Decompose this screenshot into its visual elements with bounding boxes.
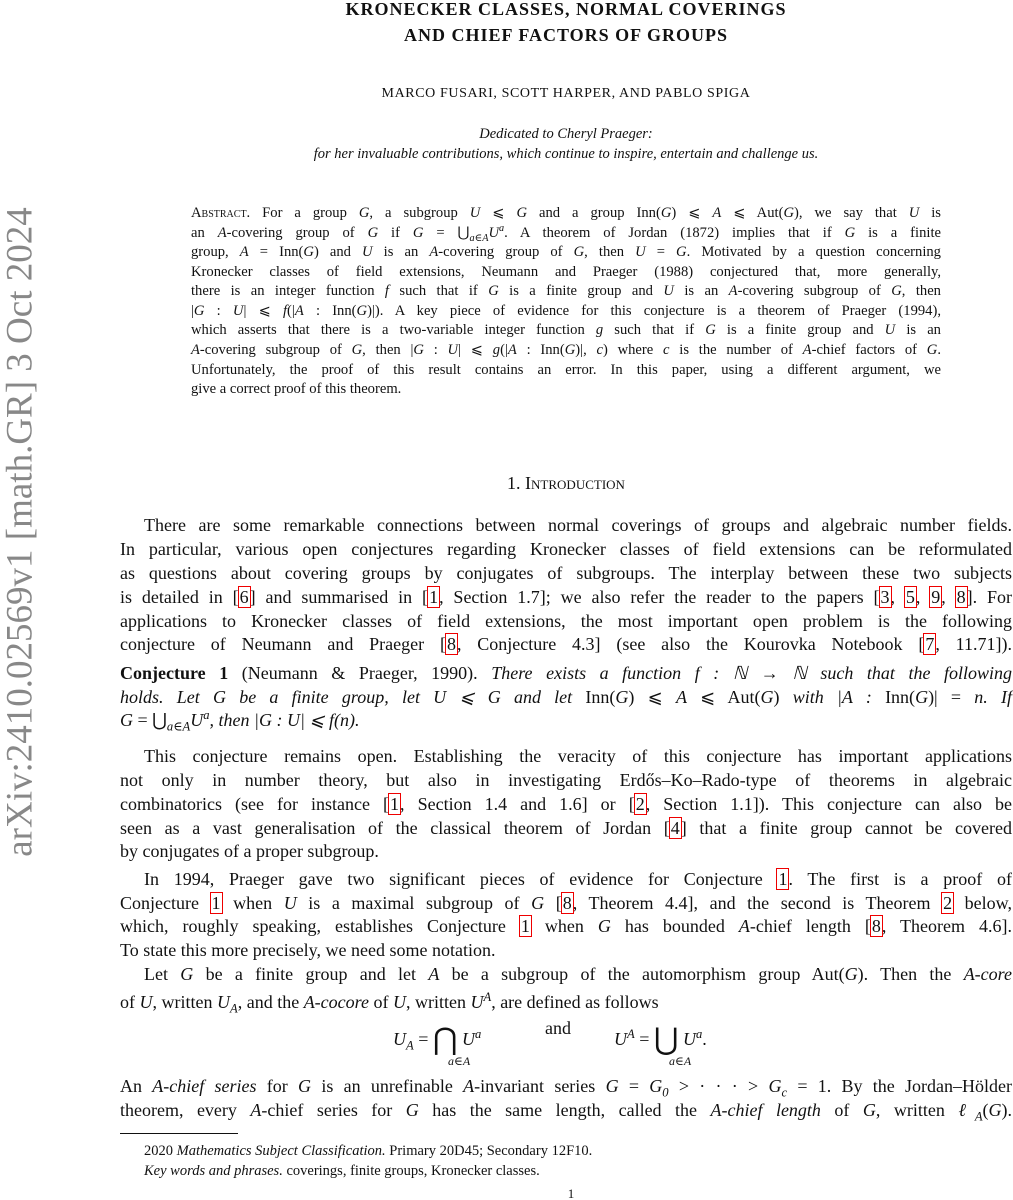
italic-text: U bbox=[217, 992, 230, 1012]
text: | bbox=[191, 303, 194, 319]
citation-link[interactable]: 1 bbox=[778, 869, 788, 889]
italic-text: ℓ bbox=[958, 1100, 975, 1120]
title-line: KRONECKER CLASSES, NORMAL COVERINGS bbox=[345, 0, 787, 19]
italic-text: U bbox=[635, 244, 646, 260]
text-line bbox=[120, 839, 1012, 863]
text: theorem, every bbox=[120, 1100, 251, 1120]
text: ]. For bbox=[966, 587, 1013, 607]
text: Primary 20D45; Secondary 12F10. bbox=[385, 1143, 593, 1159]
italic-text: c bbox=[596, 342, 603, 358]
citation-link[interactable]: 8 bbox=[562, 893, 572, 913]
italic-text: G bbox=[358, 205, 370, 221]
abstract-line bbox=[191, 360, 941, 380]
citation-link[interactable]: 2 bbox=[635, 794, 645, 814]
italic-text: U bbox=[470, 992, 484, 1012]
subscript: A bbox=[974, 1109, 983, 1124]
text: is a finite bbox=[855, 225, 941, 241]
text: has the same length, called the bbox=[418, 1100, 711, 1120]
abstract-line bbox=[191, 203, 941, 223]
text: group, bbox=[191, 244, 240, 260]
abstract-line bbox=[191, 320, 941, 340]
text: 2020 bbox=[144, 1143, 177, 1159]
text-line bbox=[120, 867, 1012, 891]
text: (| bbox=[287, 303, 295, 319]
text: ( bbox=[982, 1100, 989, 1120]
italic-text: U bbox=[283, 893, 297, 913]
italic-text: U bbox=[190, 710, 204, 730]
italic-text: U bbox=[362, 244, 373, 260]
citation-link[interactable]: 1 bbox=[211, 893, 221, 913]
italic-text: G bbox=[597, 916, 611, 936]
text: such that if bbox=[388, 283, 489, 299]
italic-text: G bbox=[367, 225, 379, 241]
subscript: c bbox=[781, 1085, 788, 1100]
text: , then | bbox=[362, 342, 414, 358]
italic-text: U bbox=[232, 303, 244, 319]
dedication bbox=[120, 124, 1012, 164]
text: is a finite group and bbox=[498, 283, 664, 299]
italic-text: G bbox=[413, 342, 424, 358]
union-symbol: ⋃ bbox=[653, 1023, 679, 1056]
text: : Inn( bbox=[303, 303, 357, 319]
text-line bbox=[120, 962, 1012, 986]
italic-text: G bbox=[844, 225, 856, 241]
italic-text: A bbox=[507, 342, 517, 358]
abstract-line bbox=[191, 223, 941, 243]
authors: MARCO FUSARI, SCOTT HARPER, AND PABLO SPIGA bbox=[381, 86, 751, 101]
text-line bbox=[120, 632, 1012, 656]
italic-text: A-cocore bbox=[303, 992, 369, 1012]
math-sub: A bbox=[406, 1038, 414, 1053]
text: when bbox=[530, 916, 598, 936]
subscript: A bbox=[230, 1001, 238, 1016]
italic-text: G bbox=[862, 1100, 876, 1120]
conjecture-line bbox=[120, 661, 1012, 685]
text: )|). A key piece of evidence for this conjecture is a theorem of Praeger (1994), bbox=[367, 303, 941, 319]
subscript: a∈A bbox=[469, 232, 489, 244]
text: > · · · > bbox=[668, 1076, 769, 1096]
text-line bbox=[120, 938, 1012, 962]
italic-text: G bbox=[915, 687, 929, 707]
text: Kronecker classes of field extensions, Neumann and Praeger (1988) conjectured that, more generally, bbox=[191, 264, 941, 280]
math-var: U bbox=[393, 1029, 406, 1049]
math-var: U bbox=[614, 1029, 627, 1049]
italic-text: A bbox=[675, 687, 687, 707]
section-title: Introduction bbox=[525, 473, 625, 493]
section-heading bbox=[120, 473, 1012, 494]
italic-text: G bbox=[120, 710, 133, 730]
text: = bbox=[618, 1076, 650, 1096]
italic-text: A bbox=[738, 916, 750, 936]
text: -covering group of bbox=[438, 244, 574, 260]
italic-text: G bbox=[705, 322, 716, 338]
text: ⩽ Aut( bbox=[686, 687, 761, 707]
text-line bbox=[120, 744, 1012, 768]
text: -chief series for bbox=[261, 1100, 406, 1120]
text: applications to Kronecker classes of field extensions, the most important open problem is the following bbox=[120, 611, 1012, 631]
italic-text: Key words and phrases. bbox=[144, 1163, 283, 1179]
italic-text: G bbox=[564, 342, 576, 358]
italic-text: G bbox=[573, 244, 585, 260]
text: ), we say that bbox=[793, 205, 909, 221]
text-line bbox=[120, 1098, 1012, 1122]
italic-text: A bbox=[239, 244, 249, 260]
text: | ⩽ bbox=[458, 342, 493, 358]
superscript: A bbox=[483, 990, 492, 1004]
italic-text: G bbox=[412, 225, 424, 241]
italic-text: U bbox=[488, 225, 499, 241]
text: is an bbox=[372, 244, 430, 260]
text: is a finite group and bbox=[715, 322, 885, 338]
text: is an bbox=[895, 322, 941, 338]
text: by conjugates of a proper subgroup. bbox=[120, 841, 379, 861]
text: -chief factors of bbox=[811, 342, 927, 358]
text: for bbox=[256, 1076, 299, 1096]
conjecture-line bbox=[120, 708, 1012, 732]
abstract-label: Abstract. bbox=[191, 205, 251, 221]
text-line bbox=[120, 891, 1012, 915]
math-sup: a bbox=[474, 1027, 482, 1041]
text: of bbox=[120, 992, 140, 1012]
intersection-symbol: ⋂ bbox=[432, 1023, 458, 1056]
italic-text: There exists a function f : ℕ → ℕ such that the following bbox=[491, 663, 1012, 683]
subscript: a∈A bbox=[166, 719, 191, 734]
italic-text: U bbox=[663, 283, 674, 299]
text: : bbox=[423, 342, 448, 358]
italic-text: G bbox=[676, 244, 687, 260]
and-word: and bbox=[545, 1018, 571, 1038]
citation-link[interactable]: 8 bbox=[446, 634, 456, 654]
abstract-line bbox=[191, 301, 941, 321]
italic-text: A bbox=[250, 1100, 262, 1120]
citation-link[interactable]: 5 bbox=[905, 587, 915, 607]
italic-text: A bbox=[294, 303, 304, 319]
abstract-line bbox=[191, 281, 941, 301]
italic-text: c bbox=[663, 342, 670, 358]
math-sup: A bbox=[627, 1027, 635, 1041]
text: Inn( bbox=[885, 687, 916, 707]
text: , written bbox=[875, 1100, 959, 1120]
italic-text: G bbox=[988, 1100, 1002, 1120]
text: , Section 1.7]; we also refer the reader to the papers [ bbox=[439, 587, 880, 607]
text-line bbox=[120, 537, 1012, 561]
text: = ⋃ bbox=[133, 710, 167, 730]
italic-text: G bbox=[783, 205, 794, 221]
italic-text: A bbox=[802, 342, 812, 358]
text: ) and bbox=[313, 244, 363, 260]
text: , bbox=[941, 587, 956, 607]
text: ) ⩽ bbox=[628, 687, 676, 707]
italic-text: G bbox=[649, 1076, 663, 1096]
italic-text: U bbox=[139, 992, 153, 1012]
superscript: a bbox=[203, 708, 210, 722]
text: -covering group of bbox=[226, 225, 368, 241]
text: seen as a vast generalisation of the classical theorem of Jordan [ bbox=[120, 818, 670, 838]
text: if bbox=[378, 225, 413, 241]
text: is detailed in [ bbox=[120, 587, 239, 607]
text: | ⩽ bbox=[243, 303, 283, 319]
text: give a correct proof of this theorem. bbox=[191, 381, 402, 397]
text: , written bbox=[152, 992, 217, 1012]
text-line bbox=[120, 990, 1012, 1014]
italic-text: , then |G : U| ⩽ f(n). bbox=[209, 710, 360, 730]
italic-text: G bbox=[605, 1076, 619, 1096]
abstract-line bbox=[191, 262, 941, 282]
text-line bbox=[120, 561, 1012, 585]
text: such that if bbox=[603, 322, 706, 338]
text: -chief length [ bbox=[749, 916, 871, 936]
text: Conjecture bbox=[120, 893, 211, 913]
text: is an unrefinable bbox=[311, 1076, 464, 1096]
text: is the number of bbox=[669, 342, 803, 358]
text: = 1. By the Jordan–Hölder bbox=[787, 1076, 1013, 1096]
italic-text: A bbox=[429, 244, 439, 260]
index-set: a∈A bbox=[448, 1054, 471, 1068]
text: of bbox=[820, 1100, 863, 1120]
italic-text: A-chief series bbox=[152, 1076, 257, 1096]
text: ] and summarised in [ bbox=[249, 587, 429, 607]
text: ). Then the bbox=[857, 964, 964, 984]
abstract-line bbox=[191, 379, 941, 399]
citation-link[interactable]: 3 bbox=[880, 587, 890, 607]
italic-text: U bbox=[392, 992, 406, 1012]
text: has bounded bbox=[610, 916, 739, 936]
period: . bbox=[702, 1029, 707, 1049]
math-sup: a bbox=[695, 1027, 703, 1041]
text: Unfortunately, the proof of this result contains an error. In this paper, using a different argument, we bbox=[191, 362, 941, 378]
text: . Motivated by a question concerning bbox=[686, 244, 941, 260]
text: There are some remarkable connections between normal coverings of groups and algebraic number fields. bbox=[144, 515, 1012, 535]
italic-text: G bbox=[926, 342, 938, 358]
text: -covering subgroup of bbox=[199, 342, 352, 358]
text-line bbox=[120, 609, 1012, 633]
italic-text: G bbox=[660, 205, 672, 221]
italic-text: G bbox=[760, 687, 774, 707]
text: , bbox=[915, 587, 931, 607]
citation-link[interactable]: 7 bbox=[925, 634, 935, 654]
citation-link[interactable]: 4 bbox=[670, 818, 680, 838]
italic-text: Mathematics Subject Classification. bbox=[176, 1143, 386, 1159]
text: = bbox=[645, 244, 677, 260]
math-var: U bbox=[682, 1029, 696, 1049]
citation-link[interactable]: 1 bbox=[429, 587, 439, 607]
text: as questions about covering groups by conjugates of subgroups. The interplay between these two subjects bbox=[120, 563, 1012, 583]
text: is an bbox=[673, 283, 729, 299]
text: In particular, various open conjectures regarding Kronecker classes of field extensions can be reformulated bbox=[120, 539, 1012, 559]
italic-text: G bbox=[516, 205, 528, 221]
text: ). bbox=[1001, 1100, 1013, 1120]
text: of bbox=[368, 992, 393, 1012]
text: In 1994, Praeger gave two significant pieces of evidence for Conjecture bbox=[144, 869, 778, 889]
text: This conjecture remains open. Establishing the veracity of this conjecture has important applications bbox=[144, 746, 1012, 766]
abstract-line bbox=[191, 242, 941, 262]
citation-link[interactable]: 6 bbox=[239, 587, 249, 607]
italic-text: G bbox=[488, 283, 499, 299]
footnote bbox=[144, 1141, 592, 1161]
dedication-line: Dedicated to Cheryl Praeger: bbox=[479, 126, 653, 142]
dedication-line: for her invaluable contributions, which continue to inspire, entertain and challenge us. bbox=[313, 146, 819, 162]
cocore-formula: $U^A$ = ⋃ $U^a$. bbox=[614, 1023, 707, 1056]
italic-text: G bbox=[531, 893, 545, 913]
text: = Inn( bbox=[248, 244, 304, 260]
italic-text: G bbox=[768, 1076, 782, 1096]
italic-text: U bbox=[908, 205, 920, 221]
text: an bbox=[191, 225, 218, 241]
text: be a subgroup of the automorphism group Aut( bbox=[439, 964, 845, 984]
text: . The first is a proof of bbox=[788, 869, 1012, 889]
text: Let bbox=[144, 964, 181, 984]
italic-text: G bbox=[351, 342, 363, 358]
text: , and the bbox=[237, 992, 304, 1012]
text: below, bbox=[953, 893, 1012, 913]
text: be a finite group and let bbox=[193, 964, 429, 984]
paper-title bbox=[120, 0, 1012, 48]
citation-link[interactable]: 8 bbox=[871, 916, 881, 936]
text: , 11.71]). bbox=[935, 634, 1012, 654]
italic-text: A bbox=[217, 225, 227, 241]
italic-text: G bbox=[303, 244, 314, 260]
text: is bbox=[919, 205, 941, 221]
text: , Conjecture 4.3] (see also the Kourovka Notebook [ bbox=[456, 634, 925, 654]
text: combinatorics (see for instance [ bbox=[120, 794, 390, 814]
italic-text: A bbox=[191, 342, 200, 358]
text-line bbox=[120, 1074, 1012, 1098]
text: An bbox=[120, 1076, 153, 1096]
text: To state this more precisely, we need some notation. bbox=[120, 940, 496, 960]
text: -invariant series bbox=[474, 1076, 606, 1096]
text: (| bbox=[500, 342, 508, 358]
superscript: a bbox=[498, 223, 505, 235]
text: conjecture of Neumann and Praeger [ bbox=[120, 634, 446, 654]
text: coverings, finite groups, Kronecker classes. bbox=[282, 1163, 540, 1179]
text: ) bbox=[773, 687, 793, 707]
text: , Section 1.4 and 1.6] or [ bbox=[400, 794, 635, 814]
text: , Theorem 4.6]. bbox=[881, 916, 1012, 936]
text: ⩽ bbox=[480, 205, 517, 221]
text-line bbox=[120, 768, 1012, 792]
text: (Neumann & Praeger, 1990). bbox=[228, 663, 492, 683]
italic-text: U bbox=[447, 342, 459, 358]
text: [ bbox=[544, 893, 562, 913]
section-number: 1. bbox=[507, 473, 521, 493]
text: ) where bbox=[602, 342, 664, 358]
italic-text: G bbox=[891, 283, 902, 299]
text: : bbox=[204, 303, 233, 319]
title-line: AND CHIEF FACTORS OF GROUPS bbox=[403, 25, 729, 45]
footnote-rule bbox=[120, 1133, 238, 1134]
core-formula: $U_A$ = ⋂ $U^a$ bbox=[393, 1023, 482, 1056]
text-line bbox=[120, 914, 1012, 938]
italic-text: A-core bbox=[963, 964, 1012, 984]
text: , Theorem 4.4], and the second is Theorem bbox=[572, 893, 943, 913]
text: ⩽ Aut( bbox=[721, 205, 784, 221]
italic-text: U bbox=[469, 205, 481, 221]
italic-text: holds. Let G be a finite group, let U ⩽ G and let bbox=[120, 687, 586, 707]
italic-text: g bbox=[492, 342, 501, 358]
text: . bbox=[937, 342, 941, 358]
citation-link[interactable]: 2 bbox=[943, 893, 953, 913]
citation-link[interactable]: 1 bbox=[390, 794, 400, 814]
citation-link[interactable]: 9 bbox=[931, 587, 941, 607]
italic-text: f bbox=[384, 283, 389, 299]
text: when bbox=[221, 893, 284, 913]
text: which, roughly speaking, establishes Conjecture bbox=[120, 916, 520, 936]
text: )| = bbox=[928, 687, 975, 707]
text: -covering subgroup of bbox=[737, 283, 892, 299]
math-var: U bbox=[461, 1029, 475, 1049]
text: , written bbox=[405, 992, 471, 1012]
text: which asserts that there is a two-variable integer function bbox=[191, 322, 596, 338]
text: , are defined as follows bbox=[491, 992, 659, 1012]
italic-text: A bbox=[428, 964, 440, 984]
conjecture-line bbox=[120, 685, 1012, 709]
subscript: 0 bbox=[662, 1085, 669, 1100]
page-number: 1 bbox=[567, 1186, 575, 1200]
italic-text: G bbox=[405, 1100, 419, 1120]
text: , bbox=[890, 587, 905, 607]
text: )|, bbox=[575, 342, 597, 358]
italic-text: A bbox=[463, 1076, 475, 1096]
bold-label: Conjecture 1 bbox=[120, 663, 229, 683]
text: Inn( bbox=[585, 687, 616, 707]
italic-text: G bbox=[356, 303, 368, 319]
italic-text: A-chief length bbox=[710, 1100, 821, 1120]
text: , then bbox=[901, 283, 941, 299]
arxiv-identifier: arXiv:2410.02569v1 [math.GR] 3 Oct 2024 bbox=[0, 207, 41, 857]
text-line bbox=[120, 585, 1012, 609]
text: , Section 1.1]). This conjecture can also be bbox=[645, 794, 1012, 814]
italic-text: with |A : bbox=[792, 687, 886, 707]
text: : Inn( bbox=[516, 342, 565, 358]
citation-link[interactable]: 1 bbox=[520, 916, 530, 936]
text: there is an integer function bbox=[191, 283, 385, 299]
text: ] that a finite group cannot be covered bbox=[680, 818, 1013, 838]
citation-link[interactable]: 8 bbox=[956, 587, 966, 607]
text-line bbox=[120, 513, 1012, 537]
text: and a group Inn( bbox=[527, 205, 661, 221]
italic-text: f bbox=[282, 303, 288, 319]
italic-text: A bbox=[728, 283, 738, 299]
text: = ⋃ bbox=[423, 225, 470, 241]
footnote bbox=[144, 1161, 540, 1181]
text-line bbox=[120, 816, 1012, 840]
italic-text: g bbox=[595, 322, 604, 338]
text: For a group bbox=[250, 205, 359, 221]
text: , a subgroup bbox=[369, 205, 470, 221]
italic-text: n. If bbox=[974, 687, 1013, 707]
italic-text: G bbox=[298, 1076, 312, 1096]
text: , then bbox=[584, 244, 636, 260]
text: is a maximal subgroup of bbox=[296, 893, 532, 913]
italic-text: G bbox=[193, 303, 205, 319]
text: ) ⩽ bbox=[671, 205, 713, 221]
index-set: a∈A bbox=[669, 1054, 692, 1068]
text-line bbox=[120, 792, 1012, 816]
italic-text: G bbox=[615, 687, 629, 707]
italic-text: G bbox=[180, 964, 194, 984]
abstract-line bbox=[191, 340, 941, 360]
italic-text: G bbox=[844, 964, 858, 984]
italic-text: U bbox=[884, 322, 896, 338]
italic-text: A bbox=[712, 205, 722, 221]
text: . A theorem of Jordan (1872) implies that if bbox=[504, 225, 845, 241]
text: not only in number theory, but also in investigating Erdős–Ko–Rado-type of theorems in algebraic bbox=[120, 770, 1012, 790]
